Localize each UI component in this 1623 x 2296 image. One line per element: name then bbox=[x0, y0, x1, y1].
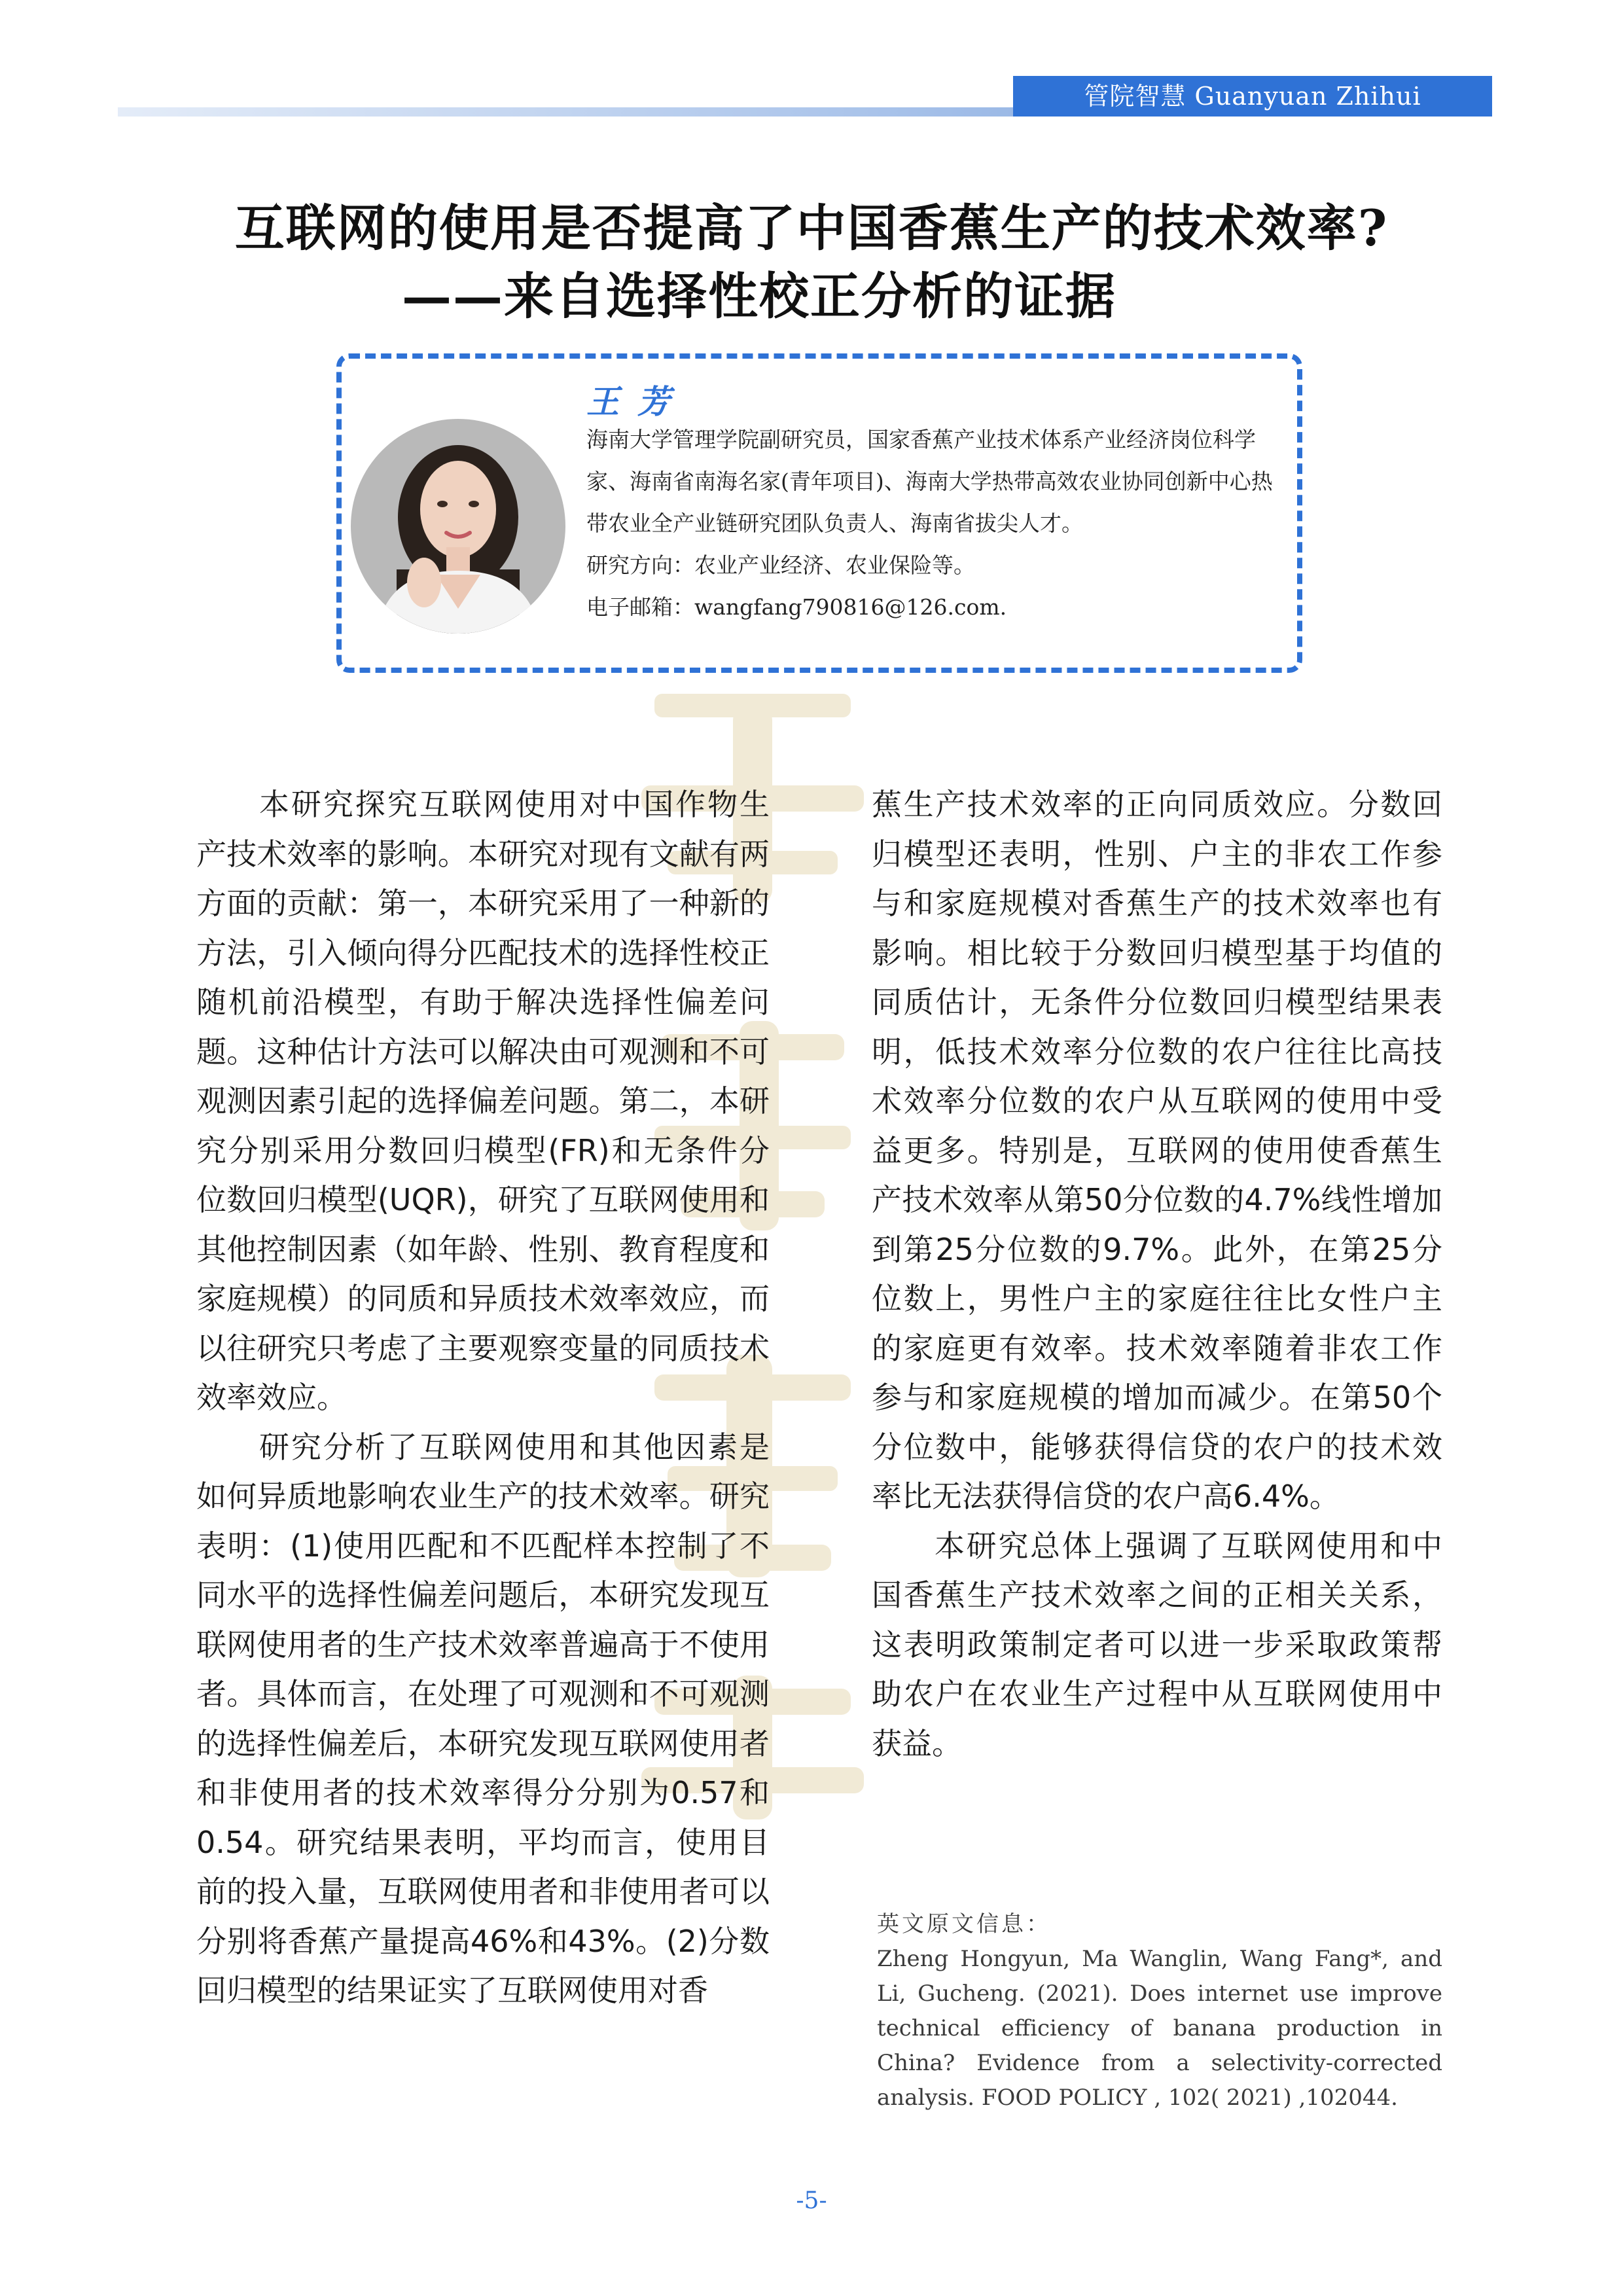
body-paragraph: 研究分析了互联网使用和其他因素是如何异质地影响农业生产的技术效率。研究表明：(1)使用匹配和不匹配样本控制了不同水平的选择性偏差问题后，本研究发现互联网使用者的生产技术效率普遍高于不使用者。具体而言，在处理了可观测和不可观测的选择性偏差后，本研究发现互联网使用者和非使用者的技术效率得分分别为0.57和0.54。研究结果表明，平均而言，使用目前的投入量，互联网使用者和非使用者可以分别将香蕉产量提高46%和43%。(2)分数回归模型的结果证实了互联网使用对香 bbox=[196, 1429, 770, 2008]
column-title-tab: 管院智慧 Guanyuan Zhihui bbox=[1013, 76, 1492, 117]
body-right-column bbox=[872, 780, 1442, 1768]
body-paragraph: 本研究总体上强调了互联网使用和中国香蕉生产技术效率之间的正相关关系，这表明政策制定者可以进一步采取政策帮助农户在农业生产过程中从互联网使用中获益。 bbox=[872, 1528, 1442, 1761]
author-bio: 海南大学管理学院副研究员，国家香蕉产业技术体系产业经济岗位科学家、海南省南海名家(青年项目)、海南大学热带高效农业协同创新中心热带农业全产业链研究团队负责人、海南省拔尖人才。 bbox=[586, 427, 1273, 536]
author-photo bbox=[351, 419, 565, 634]
page-number: -5- bbox=[796, 2187, 827, 2214]
source-label: 英文原文信息： bbox=[877, 1911, 1051, 1937]
body-paragraph: 蕉生产技术效率的正向同质效应。分数回归模型还表明，性别、户主的非农工作参与和家庭规模对香蕉生产的技术效率也有影响。相比较于分数回归模型基于均值的同质估计，无条件分位数回归模型结果表明，低技术效率分位数的农户往往比高技术效率分位数的农户从互联网的使用中受益更多。特别是，互联网的使用使香蕉生产技术效率从第50分位数的4.7%线性增加到第25分位数的9.7%。此外，在第25分位数上，男性户主的家庭往往比女性户主的家庭更有效率。技术效率随着非农工作参与和家庭规模的增加而减少。在第50个分位数中，能够获得信贷的农户的技术效率比无法获得信贷的农户高6.4%。 bbox=[872, 787, 1442, 1514]
author-research-direction: 研究方向：农业产业经济、农业保险等。 bbox=[586, 552, 975, 578]
article-title: 互联网的使用是否提高了中国香蕉生产的技术效率? bbox=[234, 199, 1389, 257]
article-subtitle: ——来自选择性校正分析的证据 bbox=[402, 267, 1116, 325]
author-info bbox=[586, 419, 1288, 628]
source-info bbox=[877, 1907, 1442, 2115]
source-citation: Zheng Hongyun, Ma Wanglin, Wang Fang*, and Li, Gucheng. (2021). Does internet use improve technical efficiency of banana production in China? Evidence from a selectivity-corrected analysis. FOOD POLICY , 102( 2021) ,102044. bbox=[877, 1946, 1442, 2111]
author-name: 王芳 bbox=[586, 382, 688, 421]
body-left-column bbox=[196, 780, 770, 2016]
author-email: 电子邮箱：wangfang790816@126.com. bbox=[586, 594, 1007, 620]
body-paragraph: 本研究探究互联网使用对中国作物生产技术效率的影响。本研究对现有文献有两方面的贡献：第一，本研究采用了一种新的方法，引入倾向得分匹配技术的选择性校正随机前沿模型，有助于解决选择性偏差问题。这种估计方法可以解决由可观测和不可观测因素引起的选择偏差问题。第二，本研究分别采用分数回归模型(FR)和无条件分位数回归模型(UQR)，研究了互联网使用和其他控制因素（如年龄、性别、教育程度和家庭规模）的同质和异质技术效率效应，而以往研究只考虑了主要观察变量的同质技术效率效应。 bbox=[196, 787, 770, 1415]
